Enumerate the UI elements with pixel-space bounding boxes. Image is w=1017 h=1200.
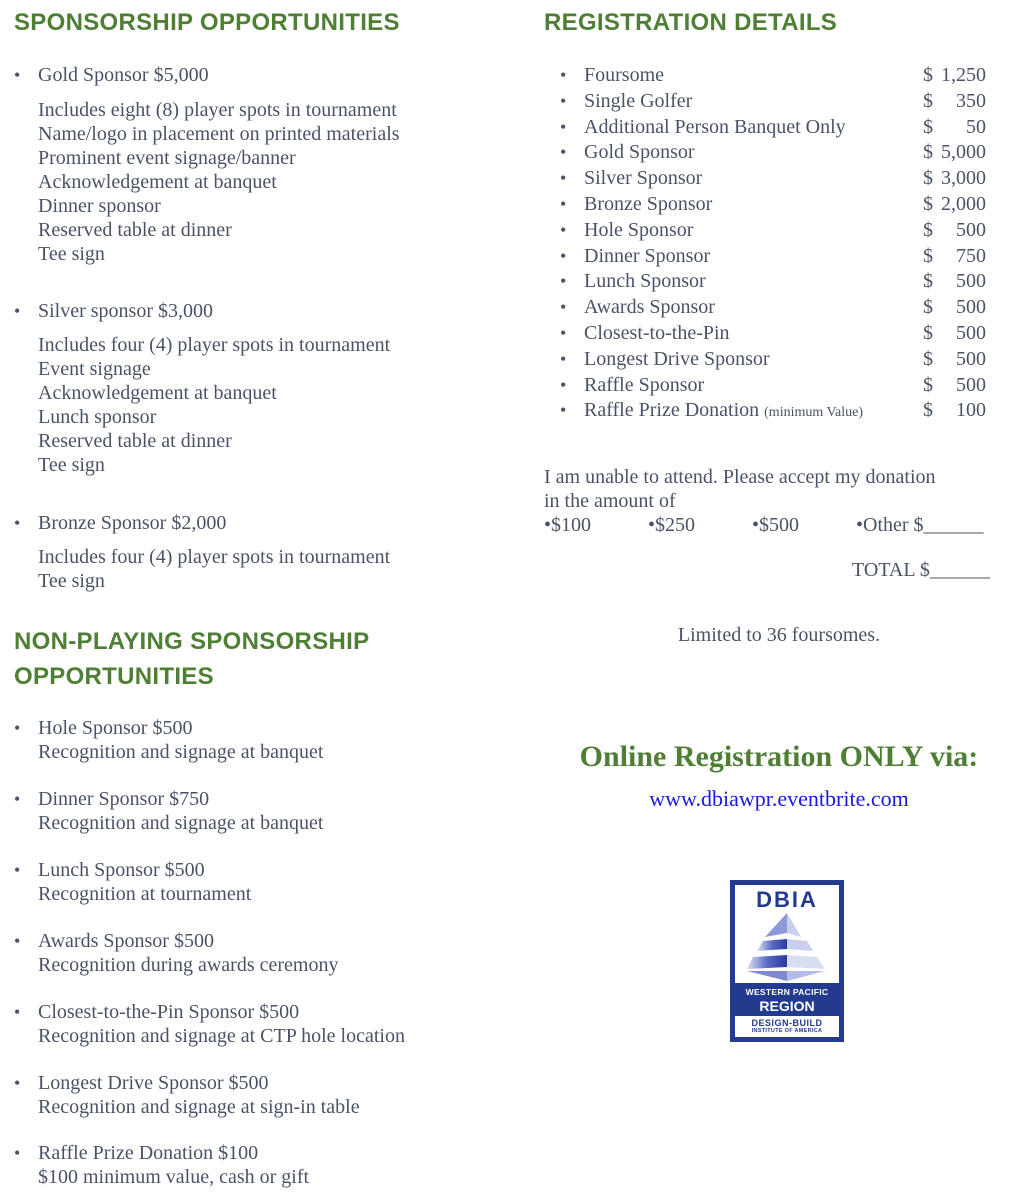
row-label [584,63,664,90]
registration-link[interactable]: www.dbiawpr.eventbrite.com [649,786,909,811]
item-title: Dinner Sponsor $750 [38,788,210,810]
row-label [584,115,846,142]
row-label-text: Longest Drive Sponsor [584,347,770,370]
registration-price-list [560,63,1000,424]
logo-region-line2: REGION [759,998,815,1014]
bullet-icon: • [560,348,567,369]
bullet-icon: • [14,1002,21,1022]
pyramid-icon [735,911,839,983]
item-title: Raffle Prize Donation $100 [38,1142,259,1164]
row-label [584,192,712,219]
bullet-icon: • [560,271,567,292]
row-amount: 2,000 [941,192,986,215]
registration-row [560,218,1000,244]
item-title: Hole Sponsor $500 [38,717,193,739]
benefit: Prominent event signage/banner [38,147,296,169]
row-label-text: Raffle Sponsor [584,373,705,396]
row-currency: $ [923,373,933,396]
registration-row [560,373,1000,399]
benefit: Name/logo in placement on printed materials [38,123,400,145]
donation-text-line: I am unable to attend. Please accept my donation [544,466,936,488]
benefit: Includes eight (8) player spots in tournament [38,99,397,121]
row-amount: 5,000 [941,141,986,164]
row-label [584,321,730,348]
registration-row [560,321,1000,347]
benefit: Reserved table at dinner [38,430,232,452]
row-amount: 1,250 [941,64,986,86]
tier-title: Gold Sponsor $5,000 [38,64,209,86]
row-label-text: Dinner Sponsor [584,244,711,267]
online-registration-heading: Online Registration ONLY via: [579,740,979,773]
row-currency: $ [923,218,933,241]
heading-line: NON-PLAYING SPONSORSHIP [14,628,370,655]
logo-top-panel [735,885,839,983]
item-title: Closest-to-the-Pin Sponsor $500 [38,1001,300,1023]
bullet-icon: • [560,168,567,189]
bullet-icon: • [14,718,21,738]
bullet-icon: • [560,90,567,111]
bullet-icon: • [560,219,567,240]
bullet-icon: • [560,297,567,318]
row-label [584,373,704,400]
item-desc: Recognition and signage at banquet [38,812,324,834]
row-currency: $ [923,167,933,190]
row-currency: $ [923,244,933,267]
logo-acronym: DBIA [756,887,818,912]
item-title: Awards Sponsor $500 [38,930,214,952]
item-desc: Recognition and signage at CTP hole location [38,1025,405,1047]
bullet-icon: • [560,374,567,395]
row-label-text: Lunch Sponsor [584,270,706,293]
row-amount: 500 [956,296,986,319]
bullet-icon: • [14,301,21,321]
row-label-note: (minimum Value) [764,405,864,421]
item-desc: Recognition at tournament [38,883,252,905]
registration-row [560,89,1000,115]
tier-title: Silver sponsor $3,000 [38,300,213,322]
row-amount: 50 [966,115,986,138]
item-desc: Recognition and signage at sign-in table [38,1096,360,1118]
row-label-text: Hole Sponsor [584,218,694,241]
row-label-text: Closest-to-the-Pin [584,321,730,344]
row-label [584,166,702,193]
logo-region-line1: WESTERN PACIFIC [745,987,829,997]
heading-line: OPPORTUNITIES [14,663,214,690]
registration-row [560,347,1000,373]
registration-row [560,192,1000,218]
row-label [584,269,706,296]
row-label-text: Awards Sponsor [584,296,715,319]
limited-notice: Limited to 36 foursomes. [677,624,881,646]
row-label-text: Gold Sponsor [584,141,695,164]
row-amount: 350 [956,89,986,112]
bullet-icon: • [14,789,21,809]
bullet-icon: • [560,245,567,266]
item-title: Lunch Sponsor $500 [38,859,205,881]
registration-row [560,269,1000,295]
benefit: Tee sign [38,454,105,476]
row-currency: $ [923,64,933,86]
row-amount: 100 [956,399,986,422]
benefit: Acknowledgement at banquet [38,171,277,193]
row-amount: 500 [956,321,986,344]
row-currency: $ [923,270,933,293]
total-field[interactable]: TOTAL $______ [852,559,990,581]
logo-org-line1: DESIGN-BUILD [751,1018,823,1028]
tier-title: Bronze Sponsor $2,000 [38,512,227,534]
bullet-icon: • [14,931,21,951]
row-currency: $ [923,347,933,370]
bullet-icon: • [14,65,21,85]
bullet-icon: • [560,116,567,137]
row-label-text: Raffle Prize Donation [584,399,760,422]
benefit: Reserved table at dinner [38,219,232,241]
row-label [584,89,692,116]
tier-benefits [38,333,390,477]
benefit: Includes four (4) player spots in tournament [38,334,391,356]
row-label-text: Additional Person Banquet Only [584,115,846,138]
registration-row [560,244,1000,270]
row-label [584,218,693,245]
bullet-icon: • [14,1073,21,1093]
row-label [584,347,770,374]
registration-row [560,295,1000,321]
benefit: Lunch sponsor [38,406,157,428]
non-playing-heading [14,624,369,694]
row-currency: $ [923,399,933,422]
sponsorship-heading: SPONSORSHIP OPPORTUNITIES [14,9,400,36]
benefit: Tee sign [38,570,105,592]
row-amount: 500 [956,270,986,293]
row-currency: $ [923,141,933,164]
registration-row [560,63,1000,89]
row-label [584,140,695,167]
row-currency: $ [923,321,933,344]
benefit: Event signage [38,358,151,380]
registration-row [560,166,1000,192]
row-currency: $ [923,89,933,112]
item-desc: $100 minimum value, cash or gift [38,1166,310,1188]
bullet-icon: • [560,65,567,85]
logo-bottom-panel [735,1016,839,1037]
row-amount: 500 [956,373,986,396]
benefit: Dinner sponsor [38,195,161,217]
row-label-text: Bronze Sponsor [584,192,713,215]
row-label [584,398,863,425]
bullet-icon: • [560,322,567,343]
row-label [584,295,715,322]
benefit: Tee sign [38,243,105,265]
bullet-icon: • [560,193,567,214]
row-amount: 500 [956,347,986,370]
registration-row [560,140,1000,166]
registration-row [560,398,1000,424]
logo-org-line2: INSTITUTE OF AMERICA [751,1028,823,1034]
row-currency: $ [923,192,933,215]
bullet-icon: • [14,860,21,880]
row-amount: 3,000 [941,167,986,190]
row-currency: $ [923,296,933,319]
row-currency: $ [923,115,933,138]
donation-section [544,465,1014,536]
donation-option-other[interactable]: •Other $______ [856,514,984,536]
row-label [584,244,710,271]
donation-option-100[interactable]: •$100 [544,514,592,536]
registration-row [560,115,1000,141]
donation-option-250[interactable]: •$250 [648,514,696,536]
tier-benefits [38,98,400,266]
row-label-text: Single Golfer [584,89,693,112]
dbia-logo [730,880,844,1042]
bullet-icon: • [560,142,567,163]
row-amount: 750 [956,244,986,267]
row-label-text: Foursome [584,64,664,86]
registration-heading: REGISTRATION DETAILS [544,9,838,36]
benefit: Acknowledgement at banquet [38,382,277,404]
benefit: Includes four (4) player spots in tournament [38,546,391,568]
item-desc: Recognition during awards ceremony [38,954,339,976]
item-title: Longest Drive Sponsor $500 [38,1072,269,1094]
donation-text-line: in the amount of [544,490,676,512]
bullet-icon: • [14,1143,21,1163]
donation-option-500[interactable]: •$500 [752,514,800,536]
item-desc: Recognition and signage at banquet [38,741,324,763]
bullet-icon: • [560,400,567,421]
bullet-icon: • [14,513,21,533]
row-amount: 500 [956,218,986,241]
row-label-text: Silver Sponsor [584,167,703,190]
tier-benefits [38,545,390,593]
